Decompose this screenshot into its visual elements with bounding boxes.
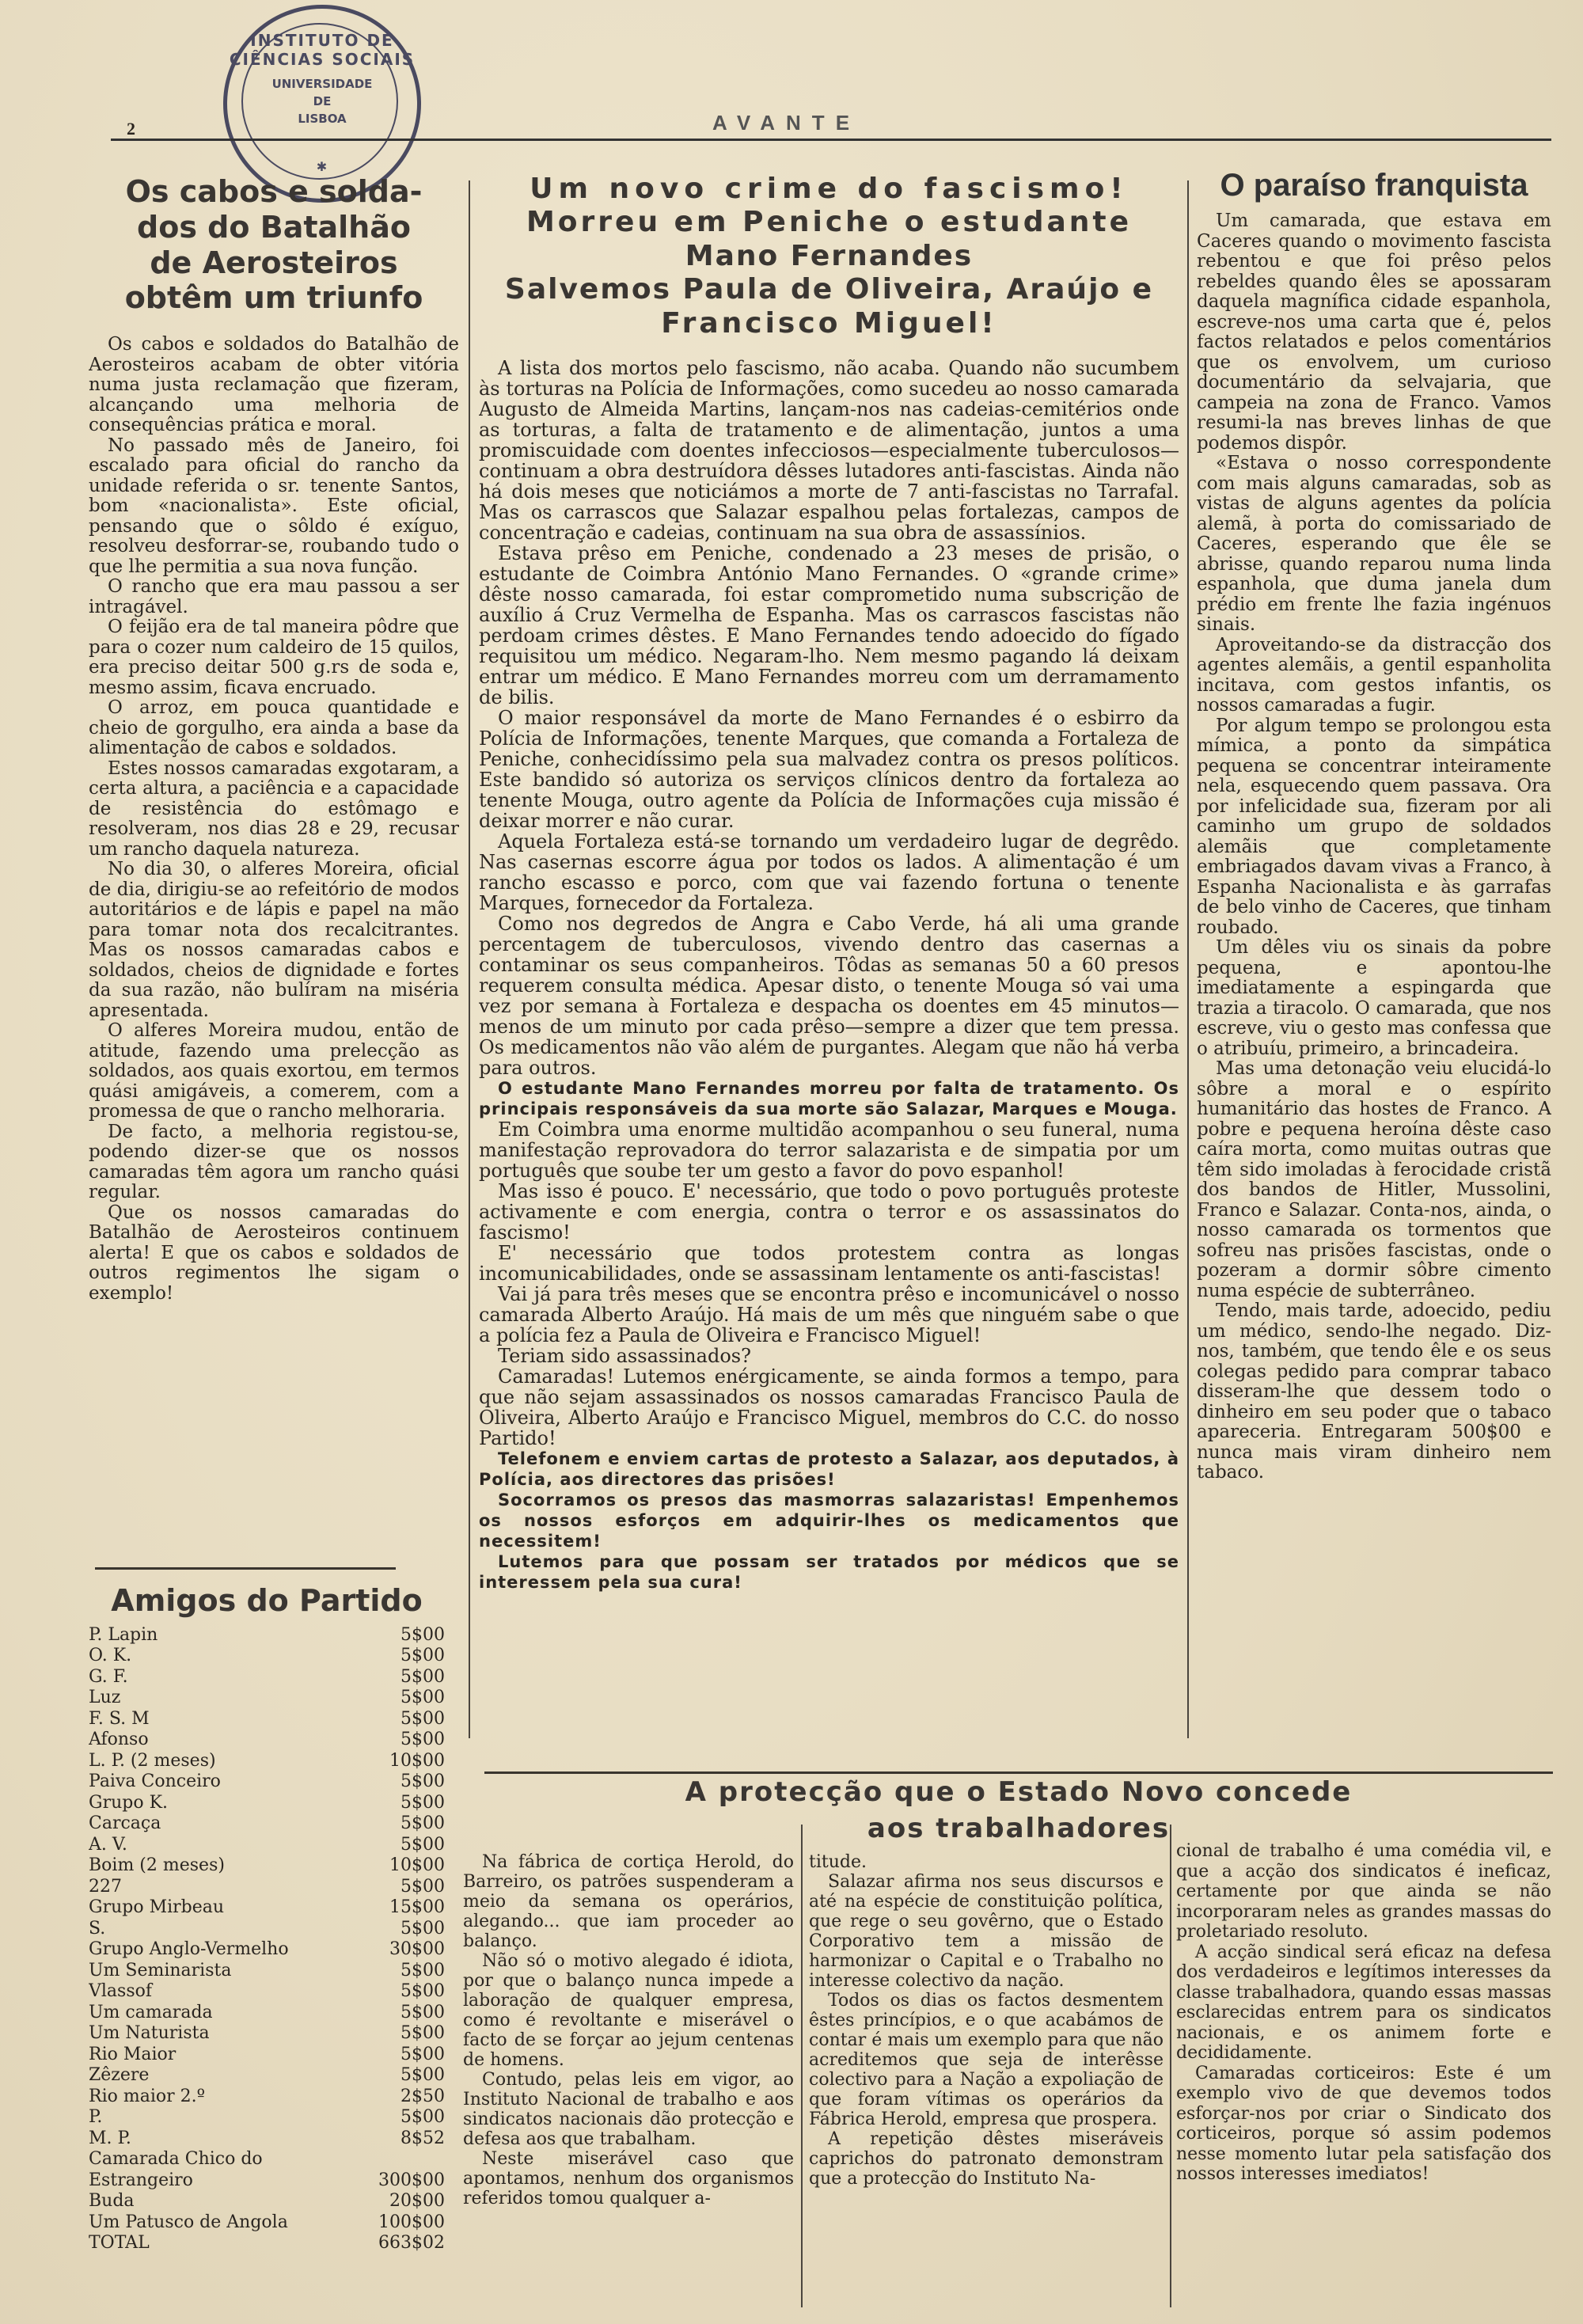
paragraph: Um dêles viu os sinais da pobre pequena, e apontou-lhe imediatamente a espingarda que trazia a tiracolo. O camarada, que nos escreve, viu o gesto mas confessa que o atribuíu, primeiro, a brincadeira. (1197, 937, 1551, 1059)
paragraph: Como nos degredos de Angra e Cabo Verde, há ali uma grande percentagem de tuberculosos, vivendo dentro das casernas a contaminar os seus companheiros. Tôdas as semanas 50 a 60 presos requerem consulta médica. Apesar disto, o tenente Mouga só vai uma vez por semana à Fortaleza e despacha os doentes em 45 minutos—menos de um minuto por cada prêso—sempre a dizer que tem pressa. Os medicamentos não vão além de purgantes. Alegam que não há verba para outros. (479, 913, 1179, 1080)
friend-name: M. P. (89, 2128, 131, 2148)
friend-name: Buda (89, 2191, 135, 2212)
friend-amount: 5$00 (400, 1876, 445, 1897)
paragraph: Salazar afirma nos seus discursos e até na espécie de constituição política, que rege o seu govêrno, que o Estado Corporativo tem a missão de harmonizar o Capital e o Trabalho no interesse colectivo da nação. (809, 1872, 1164, 1991)
friend-row (89, 1646, 445, 1667)
paragraph: Por algum tempo se prolongou esta mímica, a ponto da simpática pequena se concentrar inteiramente nela, esquecendo quem passava. Ora por infelicidade sua, fizeram por ali caminho um grupo de soldados alemãis que completamente embriagados davam vivas a Franco, à Espanha Nacionalista e às garrafas de belo vinho de Caceres, que tinham roubado. (1197, 715, 1551, 938)
article-headline (484, 1813, 1553, 1844)
friend-row (89, 1625, 445, 1646)
stamp-line: DE (313, 94, 332, 108)
paragraph: Camaradas! Lutemos enérgicamente, se ainda formos a tempo, para que não sejam assassinados os nossos camaradas Francisco Paula de Oliveira, Alberto Araújo e Francisco Miguel, membros do C.C. do nosso Partido! (479, 1365, 1179, 1450)
article-proteccao-col2 (809, 1852, 1164, 2315)
headline-line: de Aerosteiros (150, 245, 398, 280)
paragraph: Estes nossos camaradas exgotaram, a certa altura, a paciência e a capacidade de resistência do estômago e resolveram, nos dias 28 e 29, recusar um rancho daquela natureza. (89, 758, 459, 860)
friend-name: Camarada Chico do (89, 2149, 263, 2170)
friend-amount: 20$00 (389, 2191, 445, 2212)
friend-amount: 5$00 (400, 1708, 445, 1729)
friend-name: Grupo K. (89, 1792, 169, 1813)
stamp-top-text: INSTITUTO DE CIÊNCIAS SOCIAIS (229, 31, 416, 69)
friend-row (89, 2107, 445, 2128)
friend-name: Estrangeiro (89, 2170, 193, 2190)
friend-row (89, 1709, 445, 1730)
friend-name: Boim (2 meses) (89, 1855, 225, 1876)
paragraph: A lista dos mortos pelo fascismo, não acaba. Quando não sucumbem às torturas na Polícia de Informações, como sucedeu ao nosso camarada Augusto de Almeida Martins, lançam-nos nas cadeias-cemitérios onde as torturas, a falta de tratamento e de alimentação, juntos a uma promiscuidade com doentes infecciosos—especialmente tuberculosos—continuam a obra destruídora dêsses lutadores anti-fascistas. Ainda não há dois meses que noticiámos a morte de 7 anti-fascistas no Tarrafal. Mas os carrascos que Salazar espalhou pelas fortalezas, campos de concentração e cadeias, continuam na sua obra de assassínios. (479, 357, 1179, 545)
friend-row (89, 1919, 445, 1940)
column-divider (1170, 1825, 1171, 2307)
paragraph: Estava prêso em Peniche, condenado a 23 meses de prisão, o estudante de Coimbra António Mano Fernandes. O «grande crime» dêste nosso camarada, foi estar comprometido numa subscrição de auxílio á Cruz Vermelha de Espanha. Mas os carrascos fascistas não perdoam crimes dêstes. E Mano Fernandes tendo adoecido do fígado requisitou um médico. Negaram-lho. Nem mesmo pagando lá deixam entrar um médico. E Mano Fernandes morreu com um derramamento de bilis. (479, 542, 1179, 709)
paragraph: Tendo, mais tarde, adoecido, pediu um médico, sendo-lhe negado. Diz-nos, também, que tendo êle e os seus colegas pedido para comprar tabaco disseram-lhe que dessem todo o dinheiro em seu poder que o tabaco apareceria. Entregaram 500$00 e nunca mais viram dinheiro nem tabaco. (1197, 1301, 1551, 1483)
header-rule (111, 139, 1551, 141)
friend-row (89, 1771, 445, 1793)
friend-row (89, 1730, 445, 1751)
paragraph: A acção sindical será eficaz na defesa dos verdadeiros e legítimos interesses da classe trabalhadora, quando essas massas esclarecidas entrem para os sindicatos nacionais, e os animem forte e decididamente. (1176, 1942, 1551, 2063)
friend-name: O. K. (89, 1646, 132, 1666)
column-divider (1187, 180, 1189, 1738)
paragraph: O arroz, em pouca quantidade e cheio de gorgulho, era ainda a base da alimentação de cabos e soldados. (89, 697, 459, 759)
friend-amount: 5$00 (400, 2023, 445, 2044)
friend-amount: 5$00 (400, 1813, 445, 1834)
friend-amount: 10$00 (389, 1750, 445, 1771)
friend-row (89, 1939, 445, 1961)
friend-name: Um Naturista (89, 2023, 210, 2044)
friend-amount: 5$00 (400, 2107, 445, 2128)
paragraph: Aproveitando-se da distracção dos agentes alemãis, a gentil espanholita incitava, com gestos infantis, os nossos camaradas a fugir. (1197, 634, 1551, 716)
friend-row (89, 1688, 445, 1709)
bold-paragraph: O estudante Mano Fernandes morreu por falta de tratamento. Os principais responsáveis da sua morte são Salazar, Marques e Mouga. (479, 1079, 1179, 1119)
friend-row (89, 1751, 445, 1772)
friend-name: Um Patusco de Angola (89, 2212, 288, 2232)
paragraph: O maior responsável da morte de Mano Fernandes é o esbirro da Polícia de Informações, tenente Marques, que comanda a Fortaleza de Peniche, conhecidíssimo pela sua malvadez contra os presos políticos. Este bandido só autoriza os serviços clínicos dentro da fortaleza ao tenente Mouga, outro agente da Polícia de Informações cuja missão é deixar morrer e não curar. (479, 707, 1179, 833)
friends-rows (89, 1625, 445, 2254)
friend-name: Grupo Anglo-Vermelho (89, 1939, 289, 1960)
friend-amount: 5$00 (400, 1771, 445, 1792)
friend-amount: 5$00 (400, 1666, 445, 1687)
bold-paragraph: Lutemos para que possam ser tratados por médicos que se interessem pela sua cura! (479, 1552, 1179, 1593)
friend-row (89, 2149, 445, 2170)
column-divider (469, 180, 470, 1738)
paragraph: Contudo, pelas leis em vigor, ao Instituto Nacional de trabalho e aos sindicatos nacionais dão protecção e defesa aos que trabalham. (463, 2070, 794, 2149)
friend-name: Vlassof (89, 1981, 153, 2002)
headline-line: Francisco Miguel! (661, 306, 997, 340)
friend-row (89, 1877, 445, 1898)
paragraph: O rancho que era mau passou a ser intragável. (89, 576, 459, 617)
friend-row (89, 2023, 445, 2045)
friend-amount: 5$00 (400, 2044, 445, 2064)
article-aerosteiros (89, 174, 459, 1571)
paragraph: Aquela Fortaleza está-se tornando um verdadeiro lugar de degrêdo. Nas casernas escorre água por todos os lados. A alimentação é um rancho escasso e porco, com que vai fazendo fortuna o tenente Marques, fornecedor da Fortaleza. (479, 830, 1179, 915)
friend-row (89, 1897, 445, 1919)
headline-line: Os cabos e solda- (125, 174, 423, 209)
friend-name: Rio maior 2.º (89, 2086, 205, 2106)
friend-name: Zêzere (89, 2065, 150, 2086)
friend-name: Luz (89, 1688, 121, 1708)
friend-name: S. (89, 1918, 106, 1939)
paragraph: titude. (809, 1852, 867, 1872)
friend-row (89, 1813, 445, 1835)
friend-row (89, 2191, 445, 2212)
paragraph: Mas isso é pouco. E' necessário, que todo o povo português proteste activamente e com energia, contra o terror e os assassinatos do fascismo! (479, 1180, 1179, 1244)
headline-line: aos trabalhadores (867, 1813, 1171, 1844)
friend-amount: 2$50 (400, 2086, 445, 2106)
paragraph: Todos os dias os factos desmentem êstes princípios, e o que acabámos de contar é mais um exemplo para que não acreditemos que seja de interêsse colectivo para a Nação a expoliação de que foram vítimas os operários da Fábrica Herold, empresa que prospera. (809, 1991, 1164, 2129)
friend-row (89, 2087, 445, 2108)
friend-name: Carcaça (89, 1813, 161, 1834)
friend-row (89, 1835, 445, 1856)
article-peniche (479, 173, 1179, 1764)
friend-amount: 5$00 (400, 1981, 445, 2002)
paragraph: Neste miserável caso que apontamos, nenhum dos organismos referidos tomou qualquer a- (463, 2149, 794, 2208)
bold-paragraph: Socorramos os presos das masmorras salazaristas! Empenhemos os nossos esforços em adquirir-lhes os medicamentos que necessitem! (479, 1490, 1179, 1551)
headline-line: Morreu em Peniche o estudante (526, 206, 1133, 239)
article-headline (479, 173, 1179, 340)
page-number: 2 (127, 119, 135, 139)
friend-amount: 5$00 (400, 2065, 445, 2086)
friend-amount: 5$00 (400, 1792, 445, 1813)
article-title: O paraíso franquista (1220, 168, 1528, 203)
column-divider (801, 1825, 803, 2307)
article-headline (484, 1776, 1553, 1808)
article-headline (89, 174, 459, 316)
stamp-star-icon: ✱ (316, 159, 328, 174)
paragraph: O feijão era de tal maneira pôdre que para o cozer num caldeiro de 15 quilos, era preciso deitar 500 g.rs de soda e, mesmo assim, ficava encruado. (89, 617, 459, 698)
headline-line: Salvemos Paula de Oliveira, Araújo e (504, 273, 1154, 306)
friend-row (89, 2045, 445, 2066)
paragraph: No passado mês de Janeiro, foi escalado para oficial do rancho da unidade referida o sr. tenente Santos, bom «nacionalista». Este oficial, pensando que o sôldo é exíguo, resolveu desforrar-se, roubando tudo o que lhe permitia a sua nova função. (89, 435, 459, 577)
friend-name: Paiva Conceiro (89, 1771, 221, 1792)
friend-row (89, 2128, 445, 2150)
article-proteccao-col1 (463, 1852, 794, 2315)
headline-line: obtêm um triunfo (124, 280, 423, 316)
friend-amount: 5$00 (400, 1688, 445, 1708)
paragraph: «Estava o nosso correspondente com mais alguns camaradas, sob as vistas de alguns agentes da polícia alemã, à porta do comissariado de Caceres, esperando que êle se abrisse, quando reparou numa linda espanhola, que duma janela dum prédio em frente lhe fazia ingénuos sinais. (1197, 453, 1551, 635)
friend-row (89, 1855, 445, 1877)
friend-row (89, 2065, 445, 2087)
friend-name: P. Lapin (89, 1624, 158, 1645)
headline-line: dos do Batalhão (137, 209, 411, 245)
friend-name: 227 (89, 1876, 122, 1897)
friend-amount: 5$00 (400, 2002, 445, 2022)
stamp-line: LISBOA (298, 112, 347, 126)
friend-row (89, 2233, 445, 2254)
paragraph: De facto, a melhoria registou-se, podendo dizer-se que os nossos camaradas têm agora um rancho quási regular. (89, 1121, 459, 1203)
paragraph: E' necessário que todos protestem contra as longas incomunicabilidades, onde se assassinam lentamente os anti-fascistas! (479, 1242, 1179, 1285)
friend-name: L. P. (2 meses) (89, 1750, 216, 1771)
paragraph: Que os nossos camaradas do Batalhão de Aerosteiros continuem alerta! E que os cabos e soldados de outros regimentos lhe sigam o exemplo! (89, 1202, 459, 1304)
friends-list (89, 1583, 445, 2311)
paragraph: Vai já para três meses que se encontra prêso e incomunicável o nosso camarada Alberto Araújo. Há mais de um mês que ninguém sabe o que a polícia fez a Paula de Oliveira e Francisco Miguel! (479, 1283, 1179, 1347)
friend-amount: 5$00 (400, 1918, 445, 1939)
friend-amount: 5$00 (400, 1624, 445, 1645)
library-stamp (223, 5, 421, 203)
friend-name: Um Seminarista (89, 1960, 232, 1980)
friend-name: Grupo Mirbeau (89, 1897, 225, 1918)
friend-row (89, 2003, 445, 2024)
friend-name: TOTAL (89, 2233, 150, 2254)
headline-line: Mano Fernandes (685, 239, 974, 272)
friend-amount: 5$00 (400, 1646, 445, 1666)
paragraph: Na fábrica de cortiça Herold, do Barreiro, os patrões suspenderam a meio da semana os operários, alegando... que iam proceder ao balanço. (463, 1852, 794, 1951)
friend-row (89, 1961, 445, 1982)
friend-row (89, 1981, 445, 2003)
article-paraiso-franquista (1197, 168, 1551, 1759)
paragraph: cional de trabalho é uma comédia vil, e que a acção dos sindicatos é ineficaz, certamente por que ainda se não incorporaram neles as grandes massas do proletariado resoluto. (1176, 1841, 1551, 1942)
friend-name: P. (89, 2107, 103, 2128)
friend-amount: 10$00 (389, 1855, 445, 1876)
bold-paragraph: Telefonem e enviem cartas de protesto a Salazar, aos deputados, à Polícia, aos directores das prisões! (479, 1449, 1179, 1490)
friend-name: Afonso (89, 1730, 149, 1750)
friend-amount: 5$00 (400, 1730, 445, 1750)
paragraph: No dia 30, o alferes Moreira, oficial de dia, dirigiu-se ao refeitório de modos autoritários e de lápis e papel na mão para tomar nota dos recalcitrantes. Mas os nossos camaradas cabos e soldados, cheios de dignidade e fortes da sua razão, não bulíram na miséria apresentada. (89, 859, 459, 1021)
paragraph: Camaradas corticeiros: Este é um exemplo vivo de que devemos todos esforçar-nos por criar o Sindicato dos corticeiros, porque só assim podemos nesse momento lutar pela satisfação dos nossos interesses imediatos! (1176, 2063, 1551, 2184)
paragraph: Em Coimbra uma enorme multidão acompanhou o seu funeral, numa manifestação reprovadora do terror salazarista e de simpatia por um português que soube ter um gesto a favor do povo espanhol! (479, 1118, 1179, 1183)
friend-row (89, 1793, 445, 1814)
paragraph: Mas uma detonação veiu elucidá-lo sôbre a moral e o espírito humanitário das hostes de Franco. A pobre e pequena heroína dêste caso caíra morta, como muitas outras que têm sido imoladas à ferocidade cristã dos bandos de Hitler, Mussolini, Franco e Salazar. Conta-nos, ainda, o nosso camarada os tormentos que sofreu nas prisões fascistas, onde o pozeram a dormir sôbre cimento numa espécie de subterrâneo. (1197, 1058, 1551, 1301)
friend-row (89, 2170, 445, 2192)
friend-amount: 5$00 (400, 1960, 445, 1980)
friend-amount: 100$00 (378, 2212, 445, 2232)
friend-name: F. S. M (89, 1708, 150, 1729)
paragraph: Teriam sido assassinados? (498, 1345, 751, 1368)
headline-line: Um novo crime do fascismo! (530, 173, 1129, 205)
friend-row (89, 1667, 445, 1688)
paragraph: A repetição dêstes miseráveis caprichos do patronato demonstram que a protecção do Instituto Na- (809, 2129, 1164, 2189)
friend-amount: 8$52 (400, 2128, 445, 2148)
article-proteccao-col3 (1176, 1841, 1551, 2316)
friend-amount: 30$00 (389, 1939, 445, 1960)
stamp-line: UNIVERSIDADE (271, 77, 373, 91)
headline-line: A protecção que o Estado Novo concede (685, 1776, 1353, 1808)
paragraph: O alferes Moreira mudou, então de atitude, fazendo uma prelecção as soldados, aos quais exortou, em termos quási amigáveis, a comerem, com a promessa de que o rancho melhoraria. (89, 1020, 459, 1122)
paragraph: Os cabos e soldados do Batalhão de Aerosteiros acabam de obter vitória numa justa reclamação que fizeram, alcançando uma melhoria de consequências prática e moral. (89, 334, 459, 436)
friend-name: G. F. (89, 1666, 128, 1687)
friend-name: Um camarada (89, 2002, 213, 2022)
friend-amount: 15$00 (389, 1897, 445, 1918)
friend-row (89, 2212, 445, 2234)
section-divider (484, 1771, 1553, 1774)
friends-title: Amigos do Partido (111, 1583, 423, 1618)
paragraph: Não só o motivo alegado é idiota, por que o balanço nunca impede a laboração de qualquer empresa, como é revoltante e miserável o facto de se forçar ao jejum centenas de homens. (463, 1951, 794, 2070)
masthead: AVANTE (712, 111, 861, 135)
friend-amount: 300$00 (378, 2170, 445, 2190)
friend-name: A. V. (89, 1834, 127, 1855)
friend-amount: 663$02 (378, 2233, 445, 2254)
stamp-middle (227, 75, 417, 127)
friend-name: Rio Maior (89, 2044, 177, 2064)
paragraph: Um camarada, que estava em Caceres quando o movimento fascista rebentou e que foi prêso pelos rebeldes quando êles se apossaram daquela magnífica cidade espanhola, escreve-nos uma carta que é, pelos factos relatados e pelos comentários que os envolvem, um curioso documentário da selvajaria, que campeia na zona de Franco. Vamos resumi-la nas breves linhas de que podemos dispôr. (1197, 211, 1551, 454)
friend-amount: 5$00 (400, 1834, 445, 1855)
